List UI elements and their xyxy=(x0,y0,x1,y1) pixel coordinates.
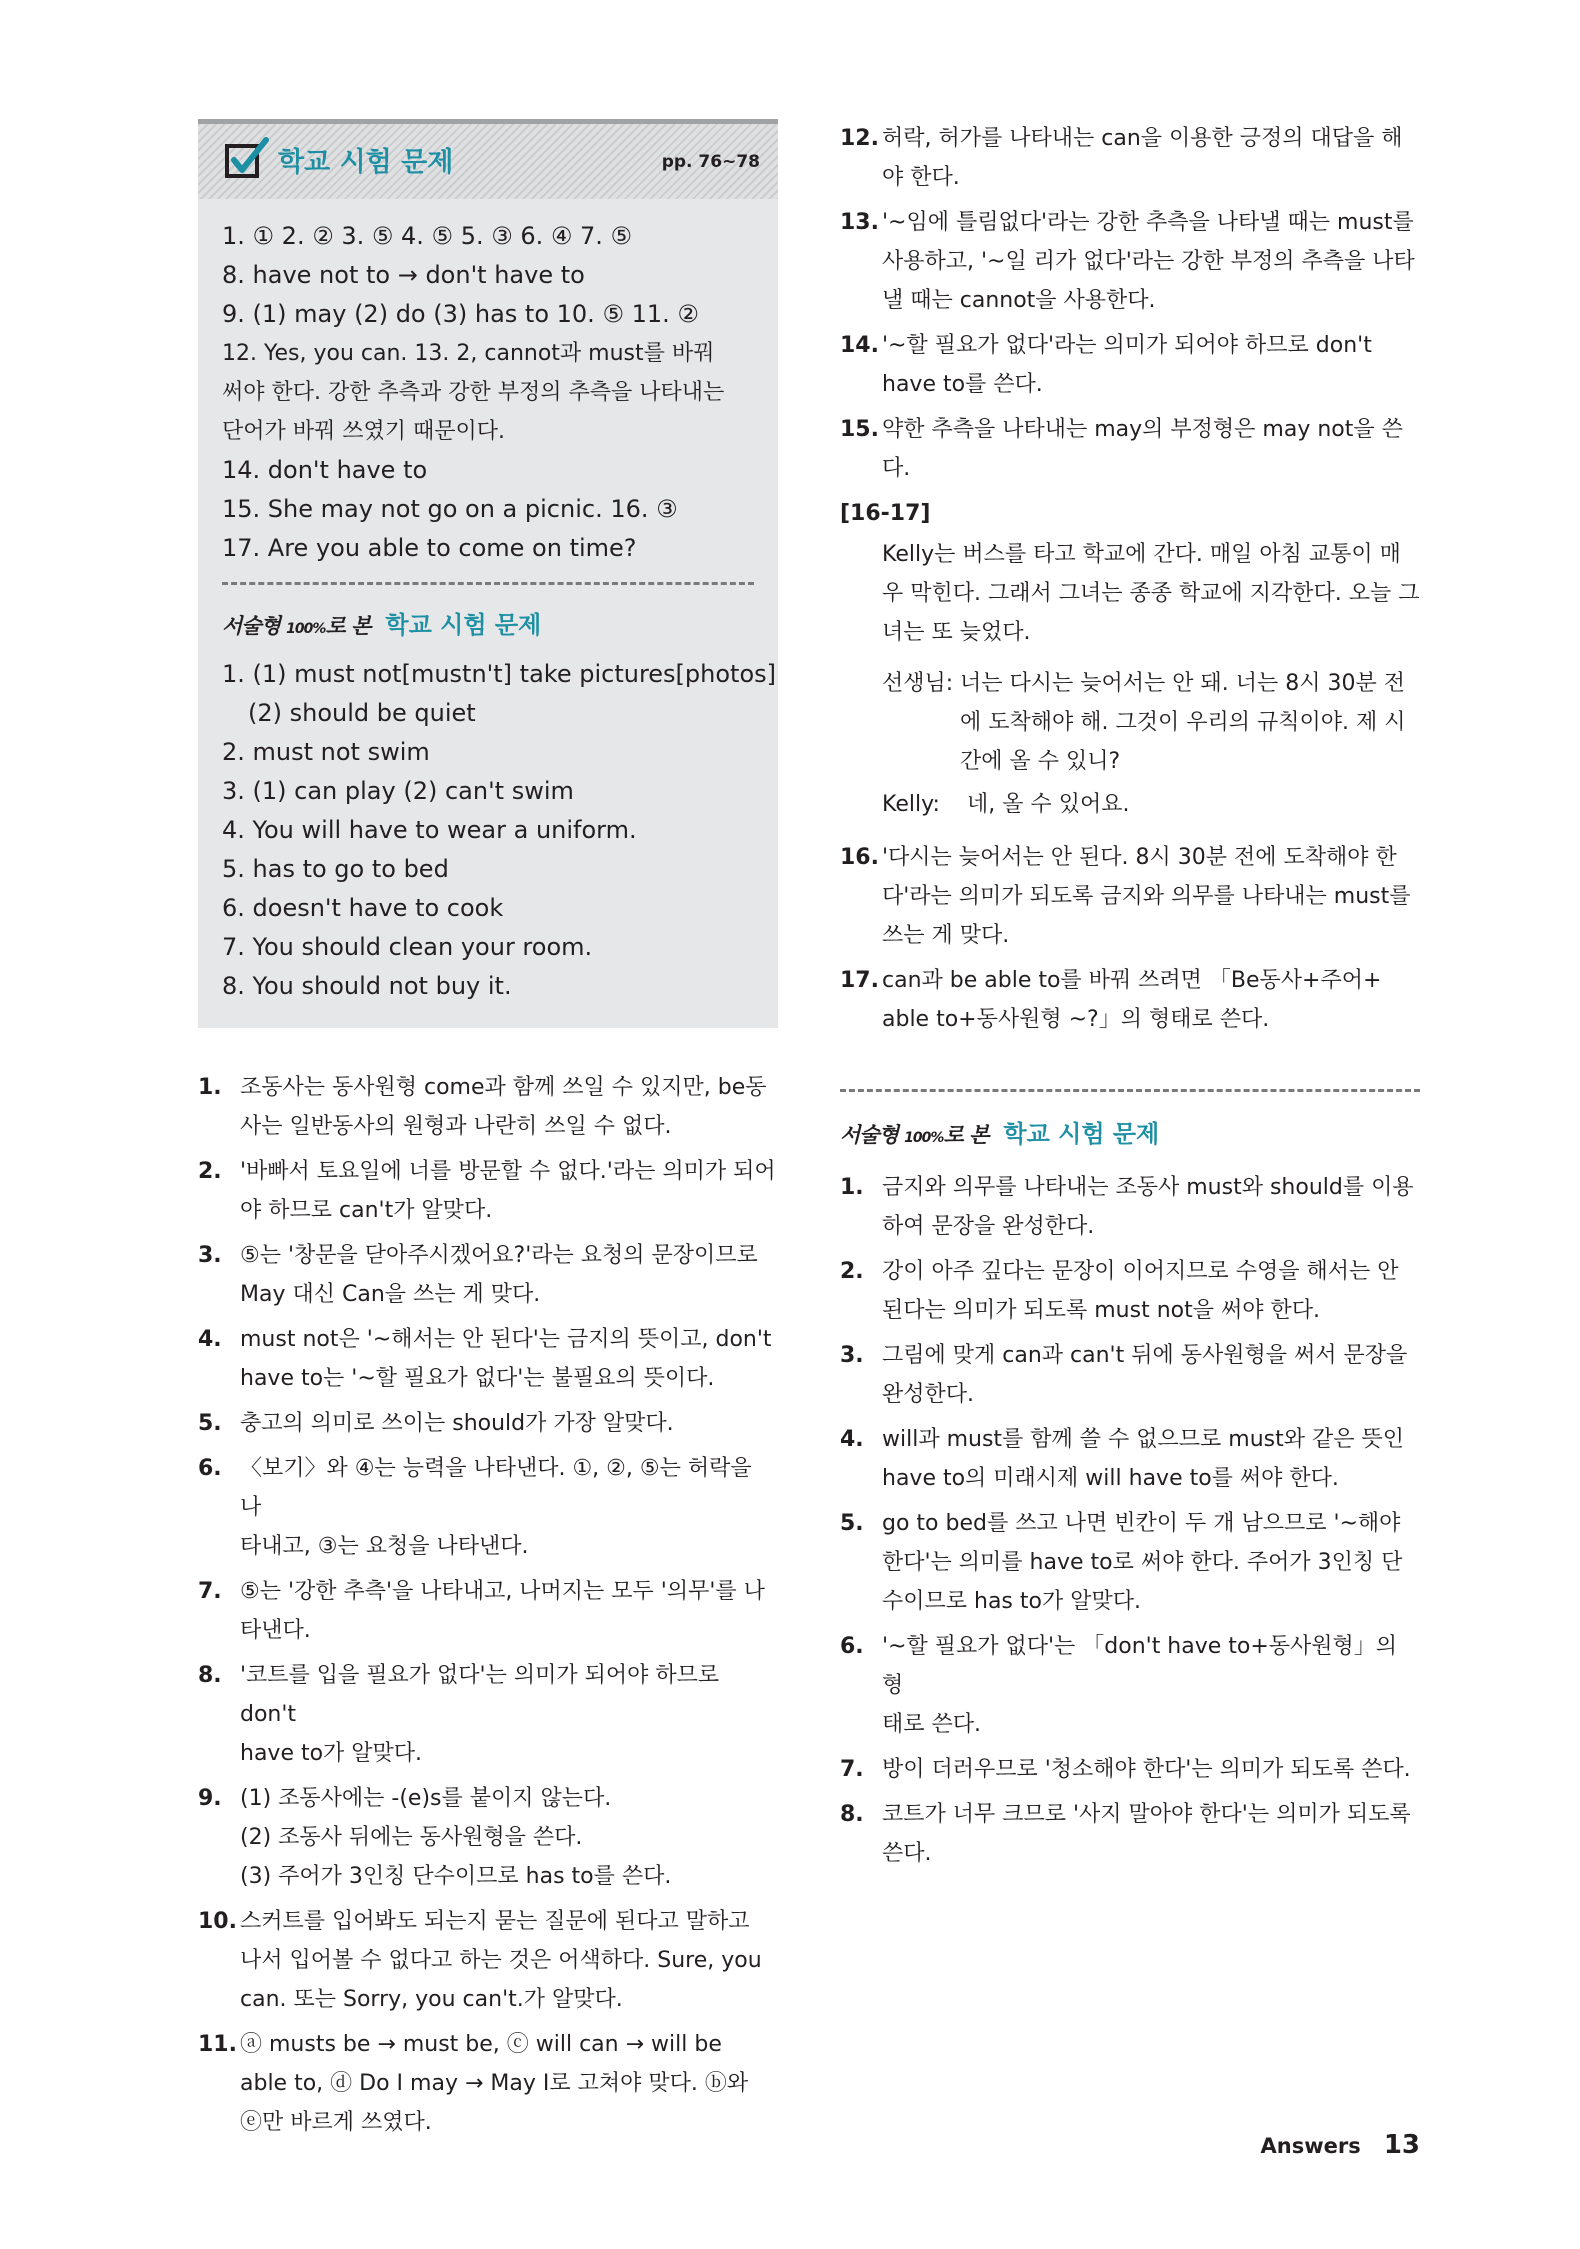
explanation-line: 사는 일반동사의 원형과 나란히 쓰일 수 없다. xyxy=(240,1114,672,1139)
passage-line: 우 막힌다. 그래서 그녀는 종종 학교에 지각한다. 오늘 그 xyxy=(882,581,1420,606)
answer-line: 단어가 바꿔 쓰였기 때문이다. xyxy=(222,419,505,444)
item-number: 1. xyxy=(198,1075,222,1100)
left-column xyxy=(198,119,778,2148)
passage-label: [16-17] xyxy=(840,501,931,526)
section-title: 학교 시험 문제 xyxy=(385,611,542,639)
answer-line: 15. She may not go on a picnic. 16. ③ xyxy=(222,495,678,523)
explanation-line: '~임에 틀림없다'라는 강한 추측을 나타낼 때는 must를 xyxy=(882,210,1414,235)
explanation-line: will과 must를 함께 쓸 수 없으므로 must와 같은 뜻인 xyxy=(882,1427,1404,1452)
explanation-line: (2) 조동사 뒤에는 동사원형을 쓴다. xyxy=(240,1825,583,1850)
explanation-item xyxy=(840,326,1420,404)
answer-line: 12. Yes, you can. 13. 2, cannot과 must를 바꿔 xyxy=(222,341,715,366)
explanation-line: 강이 아주 깊다는 문장이 이어지므로 수영을 해서는 안 xyxy=(882,1259,1399,1284)
passage-text xyxy=(840,535,1420,652)
explanation-item xyxy=(840,838,1420,955)
explanation-item xyxy=(840,119,1420,197)
section-heading xyxy=(840,1110,1420,1158)
right-explanations-b xyxy=(840,838,1420,1039)
explanation-line: '다시는 늦어서는 안 된다. 8시 30분 전에 도착해야 한 xyxy=(882,845,1397,870)
explanation-line: have to는 '~할 필요가 없다'는 불필요의 뜻이다. xyxy=(240,1366,715,1391)
explanation-line: May 대신 Can을 쓰는 게 맞다. xyxy=(240,1282,541,1307)
item-number: 4. xyxy=(840,1427,864,1452)
item-number: 4. xyxy=(198,1327,222,1352)
explanation-line: 스커트를 입어봐도 되는지 묻는 질문에 된다고 말하고 xyxy=(240,1909,750,1934)
explanation-line: can. 또는 Sorry, you can't.가 알맞다. xyxy=(240,1987,623,2012)
explanation-line: 그림에 맞게 can과 can't 뒤에 동사원형을 써서 문장을 xyxy=(882,1343,1408,1368)
explanation-line: able to+동사원형 ~?」의 형태로 쓴다. xyxy=(882,1007,1270,1032)
explanation-line: 수이므로 has to가 알맞다. xyxy=(882,1589,1141,1614)
explanation-line: 충고의 의미로 쓰이는 should가 가장 알맞다. xyxy=(240,1411,674,1436)
explanation-item xyxy=(840,961,1420,1039)
explanation-item xyxy=(198,1068,778,1146)
explanation-line: ⑤는 '강한 추측'을 나타내고, 나머지는 모두 '의무'를 나 xyxy=(240,1579,765,1604)
explanation-item xyxy=(840,1336,1420,1414)
explanation-item xyxy=(198,1656,778,1773)
explanation-line: have to의 미래시제 will have to를 써야 한다. xyxy=(882,1466,1339,1491)
item-number: 15. xyxy=(840,417,879,442)
explanation-line: 금지와 의무를 나타내는 조동사 must와 should를 이용 xyxy=(882,1175,1414,1200)
explanation-line: go to bed를 쓰고 나면 빈칸이 두 개 남으므로 '~해야 xyxy=(882,1511,1401,1536)
item-number: 8. xyxy=(198,1663,222,1688)
dialog-line: 네, 올 수 있어요. xyxy=(967,792,1130,817)
item-number: 5. xyxy=(840,1511,864,1536)
item-number: 6. xyxy=(198,1456,222,1481)
answer-line: 8. You should not buy it. xyxy=(222,972,512,1000)
right-column xyxy=(840,119,1420,1879)
explanation-item xyxy=(840,1750,1420,1789)
explanation-line: 하여 문장을 완성한다. xyxy=(882,1214,1095,1239)
explanation-line: 코트가 너무 크므로 '사지 말아야 한다'는 의미가 되도록 xyxy=(882,1802,1411,1827)
item-number: 3. xyxy=(198,1243,222,1268)
answer-line: 써야 한다. 강한 추측과 강한 부정의 추측을 나타내는 xyxy=(222,380,725,405)
page-number: 13 xyxy=(1383,2130,1420,2160)
item-number: 1. xyxy=(840,1175,864,1200)
explanation-line: '~할 필요가 없다'라는 의미가 되어야 하므로 don't xyxy=(882,333,1372,358)
explanation-line: 약한 추측을 나타내는 may의 부정형은 may not을 쓴 xyxy=(882,417,1403,442)
item-number: 7. xyxy=(198,1579,222,1604)
item-number: 16. xyxy=(840,845,879,870)
item-number: 6. xyxy=(840,1634,864,1659)
explanation-line: 낼 때는 cannot을 사용한다. xyxy=(882,288,1156,313)
right-explanations-a xyxy=(840,119,1420,488)
explanation-item xyxy=(840,1168,1420,1246)
item-number: 10. xyxy=(198,1909,237,1934)
explanation-item xyxy=(198,1779,778,1896)
dialog-kelly xyxy=(840,785,1420,824)
answer-line: 2. must not swim xyxy=(222,738,430,766)
explanation-line: 나서 입어볼 수 없다고 하는 것은 어색하다. Sure, you xyxy=(240,1948,762,1973)
box-title: 학교 시험 문제 xyxy=(278,147,454,178)
dashed-divider xyxy=(222,582,754,585)
answer-line: 9. (1) may (2) do (3) has to 10. ⑤ 11. ② xyxy=(222,300,699,328)
answer-line: 4. You will have to wear a uniform. xyxy=(222,816,637,844)
answer-list-2 xyxy=(198,647,778,1006)
explanation-line: '코트를 입을 필요가 없다'는 의미가 되어야 하므로 don't xyxy=(240,1663,720,1727)
explanation-line: must not은 '~해서는 안 된다'는 금지의 뜻이고, don't xyxy=(240,1327,772,1352)
dialog-teacher xyxy=(840,664,1420,781)
explanation-item xyxy=(840,1252,1420,1330)
seosulhyeong-logo: 서술형 100%로 본 xyxy=(840,1123,989,1147)
checkbox-check-icon xyxy=(224,136,270,182)
explanation-line: 타내고, ③는 요청을 나타낸다. xyxy=(240,1534,529,1559)
item-number: 11. xyxy=(198,2032,237,2057)
item-number: 3. xyxy=(840,1343,864,1368)
explanation-line: '바빠서 토요일에 너를 방문할 수 없다.'라는 의미가 되어 xyxy=(240,1159,776,1184)
explanation-item xyxy=(198,1320,778,1398)
item-number: 2. xyxy=(840,1259,864,1284)
explanation-item xyxy=(840,1795,1420,1873)
explanation-line: 쓰는 게 맞다. xyxy=(882,923,1010,948)
dialog-line: 너는 다시는 늦어서는 안 돼. 너는 8시 30분 전 xyxy=(960,671,1405,696)
answer-box xyxy=(198,119,778,1028)
answer-line: 7. You should clean your room. xyxy=(222,933,593,961)
explanation-line: 조동사는 동사원형 come과 함께 쓰일 수 있지만, be동 xyxy=(240,1075,767,1100)
answer-list xyxy=(198,199,778,568)
explanation-line: 된다는 의미가 되도록 must not을 써야 한다. xyxy=(882,1298,1320,1323)
explanation-line: can과 be able to를 바꿔 쓰려면 「Be동사+주어+ xyxy=(882,968,1382,993)
explanation-item xyxy=(198,2025,778,2142)
explanation-line: ⓐ musts be → must be, ⓒ will can → will be xyxy=(240,2032,722,2057)
explanation-line: 방이 더러우므로 '청소해야 한다'는 의미가 되도록 쓴다. xyxy=(882,1757,1411,1782)
speaker-label: Kelly: xyxy=(882,792,940,817)
section-heading xyxy=(198,603,778,647)
explanation-line: 완성한다. xyxy=(882,1382,975,1407)
explanation-line: 허락, 허가를 나타내는 can을 이용한 긍정의 대답을 해 xyxy=(882,126,1403,151)
explanation-item xyxy=(198,1902,778,2019)
answer-line: 8. have not to → don't have to xyxy=(222,261,585,289)
answer-line: 6. doesn't have to cook xyxy=(222,894,504,922)
answer-line: 14. don't have to xyxy=(222,456,428,484)
explanation-item xyxy=(840,1420,1420,1498)
explanation-item xyxy=(198,1449,778,1566)
explanation-item xyxy=(198,1152,778,1230)
explanation-line: (1) 조동사에는 -(e)s를 붙이지 않는다. xyxy=(240,1786,612,1811)
explanation-line: 다. xyxy=(882,456,911,481)
explanation-line: have to를 쓴다. xyxy=(882,372,1043,397)
item-number: 17. xyxy=(840,968,879,993)
explanation-item xyxy=(198,1572,778,1650)
explanation-item xyxy=(840,410,1420,488)
item-number: 12. xyxy=(840,126,879,151)
answer-line: 1. (1) must not[mustn't] take pictures[photos] xyxy=(222,660,777,688)
dialog-line: 간에 올 수 있니? xyxy=(960,749,1121,774)
answer-line: 3. (1) can play (2) can't swim xyxy=(222,777,574,805)
explanation-line: 사용하고, '~일 리가 없다'라는 강한 부정의 추측을 나타 xyxy=(882,249,1415,274)
explanation-item xyxy=(840,203,1420,320)
item-number: 5. xyxy=(198,1411,222,1436)
box-pages: pp. 76~78 xyxy=(661,152,760,172)
explanation-line: ⓔ만 바르게 쓰였다. xyxy=(240,2110,432,2135)
explanation-item xyxy=(198,1236,778,1314)
answer-line: 1. ① 2. ② 3. ⑤ 4. ⑤ 5. ③ 6. ④ 7. ⑤ xyxy=(222,222,633,250)
explanation-line: (3) 주어가 3인칭 단수이므로 has to를 쓴다. xyxy=(240,1864,672,1889)
section-title: 학교 시험 문제 xyxy=(1003,1120,1160,1148)
speaker-label: 선생님: xyxy=(882,671,954,696)
left-explanations xyxy=(198,1068,778,2142)
item-number: 13. xyxy=(840,210,879,235)
item-number: 2. xyxy=(198,1159,222,1184)
explanation-item xyxy=(840,1504,1420,1621)
explanation-line: 쓴다. xyxy=(882,1841,932,1866)
footer-label: Answers xyxy=(1260,2134,1361,2158)
explanation-line: 다'라는 의미가 되도록 금지와 의무를 나타내는 must를 xyxy=(882,884,1411,909)
explanation-line: '~할 필요가 없다'는 「don't have to+동사원형」의 형 xyxy=(882,1634,1398,1698)
explanation-line: 타낸다. xyxy=(240,1618,311,1643)
item-number: 14. xyxy=(840,333,879,358)
passage-line: Kelly는 버스를 타고 학교에 간다. 매일 아침 교통이 매 xyxy=(882,542,1401,567)
seosulhyeong-logo: 서술형 100%로 본 xyxy=(222,614,371,638)
explanation-line: 야 하므로 can't가 알맞다. xyxy=(240,1198,493,1223)
explanation-item xyxy=(840,1627,1420,1744)
item-number: 8. xyxy=(840,1802,864,1827)
explanation-line: ⑤는 '창문을 닫아주시겠어요?'라는 요청의 문장이므로 xyxy=(240,1243,758,1268)
answer-box-header xyxy=(198,124,778,199)
explanation-line: 한다'는 의미를 have to로 써야 한다. 주어가 3인칭 단 xyxy=(882,1550,1403,1575)
dialog-line: 에 도착해야 해. 그것이 우리의 규칙이야. 제 시 xyxy=(960,710,1406,735)
explanation-item xyxy=(198,1404,778,1443)
explanation-line: have to가 알맞다. xyxy=(240,1741,423,1766)
right-explanations-c xyxy=(840,1168,1420,1873)
passage-line: 녀는 또 늦었다. xyxy=(882,620,1031,645)
answer-line: (2) should be quiet xyxy=(248,699,476,727)
explanation-line: 야 한다. xyxy=(882,165,960,190)
answer-line: 17. Are you able to come on time? xyxy=(222,534,637,562)
explanation-line: 태로 쓴다. xyxy=(882,1712,981,1737)
page-footer xyxy=(1261,2130,1420,2160)
dashed-divider xyxy=(840,1089,1420,1092)
item-number: 7. xyxy=(840,1757,864,1782)
item-number: 9. xyxy=(198,1786,222,1811)
explanation-line: able to, ⓓ Do I may → May I로 고쳐야 맞다. ⓑ와 xyxy=(240,2071,749,2096)
answer-line: 5. has to go to bed xyxy=(222,855,449,883)
explanation-line: 〈보기〉와 ④는 능력을 나타낸다. ①, ②, ⑤는 허락을 나 xyxy=(240,1456,752,1520)
